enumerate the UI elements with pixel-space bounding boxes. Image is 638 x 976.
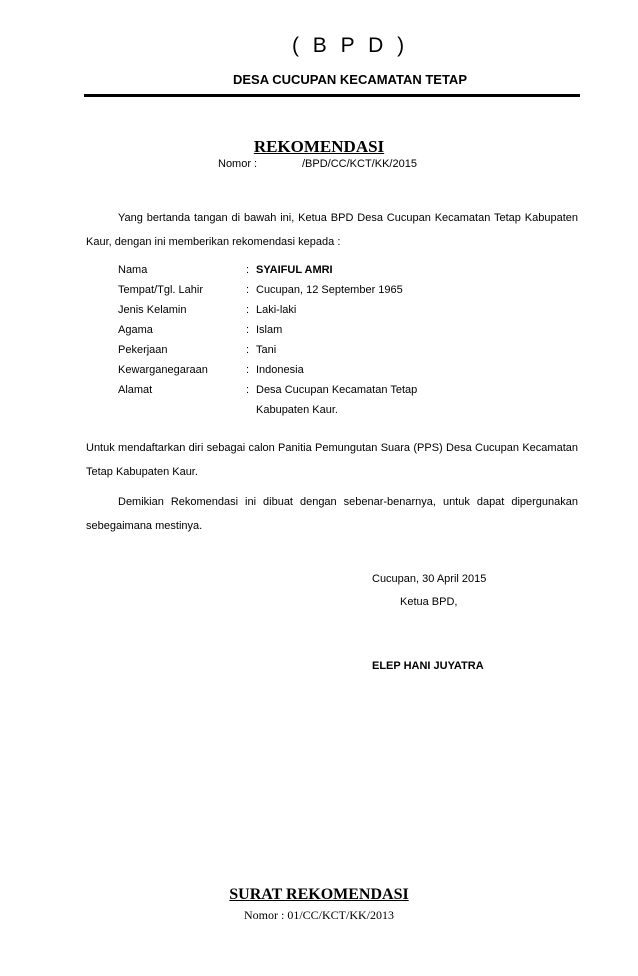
sign-place-date: Cucupan, 30 April 2015: [372, 573, 487, 585]
sign-name: ELEP HANI JUYATRA: [372, 660, 484, 672]
letterhead-subtitle: DESA CUCUPAN KECAMATAN TETAP: [233, 72, 467, 87]
field-label: Agama: [118, 324, 153, 336]
footer-nomor: Nomor : 01/CC/KCT/KK/2013: [243, 908, 394, 922]
letterhead-title: ( B P D ): [291, 34, 409, 57]
field-value: Laki-laki: [256, 304, 297, 316]
closing-paragraph: Demikian Rekomendasi ini dibuat dengan sebenar-benarnya, untuk dapat dipergunakan sebegaimana mestinya.: [86, 496, 578, 532]
field-value: Tani: [256, 344, 277, 356]
field-value: Islam: [256, 324, 283, 336]
field-colon: :: [246, 264, 250, 276]
field-colon: :: [246, 324, 250, 336]
footer-title: SURAT REKOMENDASI: [229, 886, 409, 903]
document-title: REKOMENDASI: [253, 137, 385, 156]
field-label: Alamat: [118, 384, 153, 396]
field-value: Cucupan, 12 September 1965: [256, 284, 403, 296]
field-label: Nama: [118, 264, 148, 276]
field-label: Kewarganegaraan: [118, 364, 208, 376]
field-colon: :: [246, 364, 250, 376]
field-colon: :: [246, 344, 250, 356]
field-label: Tempat/Tgl. Lahir: [118, 284, 203, 296]
field-label: Jenis Kelamin: [118, 304, 187, 316]
field-label: Pekerjaan: [118, 344, 168, 356]
field-value: Kabupaten Kaur.: [256, 404, 338, 416]
field-colon: :: [246, 284, 250, 296]
nomor-value: /BPD/CC/KCT/KK/2015: [302, 158, 417, 170]
field-colon: :: [246, 384, 250, 396]
field-value: SYAIFUL AMRI: [256, 264, 333, 276]
sign-position: Ketua BPD,: [400, 596, 458, 608]
nomor-label: Nomor :: [218, 158, 258, 170]
letterhead-divider: [84, 94, 580, 97]
intro-paragraph: Yang bertanda tangan di bawah ini, Ketua BPD Desa Cucupan Kecamatan Tetap Kabupaten Kaur, dengan ini memberikan rekomendasi kepada :: [86, 212, 578, 248]
field-value: Desa Cucupan Kecamatan Tetap: [256, 384, 418, 396]
purpose-paragraph: Untuk mendaftarkan diri sebagai calon Panitia Pemungutan Suara (PPS) Desa Cucupan Kecamatan Tetap Kabupaten Kaur.: [86, 442, 578, 478]
field-colon: :: [246, 304, 250, 316]
field-value: Indonesia: [256, 364, 304, 376]
